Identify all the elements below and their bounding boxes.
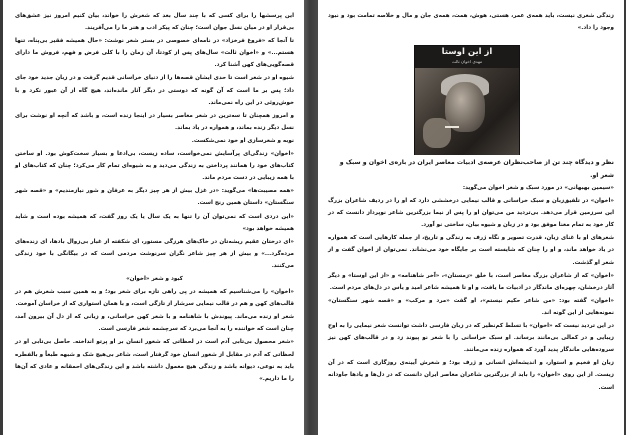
- right-page-body: [328, 157, 614, 395]
- author-portrait: [415, 68, 519, 155]
- left-paragraph: «اخوان» را می‌شناسیم که همیشه در پی راهی تازه برای شعر بود؛ و به همین سبب شعرش هم در قالب‌های کهن و هم در قالب نیمایی سرشار از تازگی است، و با همان استواری که از خراسان آموخت.: [15, 289, 294, 308]
- left-page: [3, 0, 304, 435]
- left-paragraph: «اخوان» زندگی‌ای پرآسایش نمی‌خواست، ساده زیست، بی‌ادعا و بسیار سخت‌کوش بود. او ساختن کتاب‌های خود را همانند پرداختن به زندگی می‌دید و به شیوه‌ای تمام کار می‌کرد؛ چنان که کتاب‌های او با همه زیبایی در دست مردم ماند.: [15, 151, 294, 182]
- left-paragraph: شعر او زنده می‌ماند. پیوندش با شاهنامه و با شعر کهن خراسانی، و زبانی که از دل آن بیرون آمد، چنان است که خواننده را به آنجا می‌برد که سرچشمه شعر فارسی است.: [15, 314, 294, 333]
- right-page-top: [328, 10, 614, 35]
- right-paragraph: زبان او فخیم و استوار، و اندیشه‌اش انسانی و ژرف بود؛ و شعرش آیینه‌ی روزگاری است که در آن زیست. از این روی «اخوان» را باید از بزرگترین شاعران معاصر ایران دانست که در دل‌ها و یادها جاودانه است.: [328, 360, 614, 391]
- left-paragraph: نوبه و شعرسازی او خود نمی‌شکست.: [191, 137, 294, 144]
- book-cover-title: از این اوستا: [441, 47, 493, 57]
- right-paragraph: در این تردید نیست که «اخوان» با تسلط کم‌نظیر که در زبان فارسی داشت توانست شعر نیمایی را به اوج زیبایی و در کمالی بی‌مانند برساند. او سبک خراسانی را با شعر نو پیوند زد و در قالب‌های کهن نیز سروده‌هایی ماندگار پدید آورد که همواره زنده می‌مانند.: [328, 323, 614, 354]
- section-heading: نظر و دیدگاه چند تن از صاحب‌نظران عرصه‌ی ادبیات معاصر ایران در باره‌ی اخوان و سبک و شعر او.: [339, 159, 614, 179]
- right-paragraph: «سیمین بهبهانی» در مورد سبک و شعر اخوان می‌گوید:: [462, 185, 614, 191]
- left-paragraph: «ای درختان عقیم ریشه‌تان در خاک‌های هرزگی مستور، ای شکفته از غبار بی‌زوال بادها، ای زنده‌های مرده‌گرد...» و بیش از هر چیز شاعر نگران سرنوشت مردمی است که در بیگانگی با خود زندگی می‌کنند.: [15, 238, 294, 269]
- right-paragraph: «اخوان» گفته بود: «من شاعر حکیم نیستم»، او گفت «مرد و مرکب» و «قصه شهر سنگستان» نمونه‌هایی از این گونه اند.: [328, 297, 614, 316]
- left-paragraph: «این دردی است که نمی‌توان آن را تنها به یک سال یا یک روز گفت، که همیشه بوده است و شاید همیشه خواهد بود»: [15, 213, 294, 232]
- right-paragraph: «اخوان» در تلفیق‌زبان و سبک خراسانی و قالب نیمایی درخششی دارد که او را در ردیف شاعران بزرگ این سرزمین قرار می‌دهد. بی‌تردید من می‌توان او را پس از نیما بزرگترین شاعر نوپرداز دانست که در کار خود به تمام معنا موفق بود و در زبان و شیوه بیان، ساختی نو آورد.: [328, 198, 614, 229]
- portrait-cigarette: [445, 126, 459, 128]
- right-paragraph: شعرهای او با غنای زبان، قدرت تصویر و نگاه ژرف به زندگی و تاریخ، از جمله کارهایی است که همواره در یاد خواهد ماند، و او را چنان که شایسته است بر جایگاه خود می‌نشاند. نمی‌توان از اخوان گفت و از شعر او گذشت.: [328, 235, 614, 266]
- left-subheading: کبود و شعر «اخوان»: [126, 275, 183, 282]
- right-top-paragraph: زندگی شعری نیست، باید همه‌ی عمر، هستی، هوش، همت، همه‌ی جان و مال و خلاصه تمامت بود و نبود وجود را داد.»: [328, 13, 614, 32]
- book-cover-header: [415, 46, 519, 68]
- page-gutter: [304, 0, 318, 435]
- left-paragraph: «شعر محصول بی‌تابی آدم است در لحظاتی که شعور انسان بر او پرتو انداخته. حاصل بی‌تابی او در لحظاتی که آدم در مقابل از شعور انسان خود گرفتار است، شاعر بی‌هیچ شک و شبهه طبعاً و بالفطره باید به نوعی، دیوانه باشد و زندگی هیچ معمول داشته باشد و این زندگی‌های احمقانه و عادی که آن‌ها را ما داریم.»: [15, 339, 294, 382]
- left-paragraph: تا آنجا که «فروغ فرخزاد» در نامه‌ای خصوصی در بستر شعر نوشت: «حال همیشه فقیر بی‌پناه، تنها هستم...» و «اخوان ثالث» سال‌های پس از کودتا، آن زمان را با کلی فرض و فهم، فروش ما دارای قصه‌گویی‌های کهن آشنا کرد.: [15, 38, 294, 69]
- right-page: [318, 0, 624, 435]
- left-paragraph: این پرسشها را برای کسی که با چند سال بعد که شعرش را خواند، بیان کنیم امروز نیز عشق‌های بی‌قرار او در میان نسل جوان است؛ چنان که پیکر ادب و هنر ما را می‌آفریند.: [15, 13, 294, 32]
- left-paragraph: و امروز همچنان تا سه‌ترین در شعر معاصر بسیار در اینجا زنده است، و باشد که آنچه او نوشت برای نسل دیگر زنده بماند، و همواره در یاد بماند.: [15, 112, 294, 131]
- portrait-face: [445, 82, 485, 132]
- left-page-content: [15, 10, 294, 386]
- left-paragraph: شیوه او در شعر است تا حدی ایشان قصه‌ها را از دنیای خراسانی قدیم گرفت و در زبان جدید خود جای داد؛ پس بر ما است که آن گونه که دوستی در دیگر آثار مانده‌اند، هیچ گاه از آن عبور نکرد و با خوش‌روئی در این راه نمی‌ماند.: [15, 75, 294, 106]
- book-cover-subtitle: مهدی اخوان ثالث: [451, 59, 483, 64]
- left-paragraph: «همه مصیبت‌ها» می‌گوید: «در غزل بیش از هر چیز دیگر به عرفان و شور نیازمندیم» و «قصه شهر سنگستان» داستان همین رنج است.: [15, 188, 294, 207]
- book-cover-image: [414, 45, 520, 155]
- right-paragraph: «اخوان» که از شاعران بزرگ معاصر است، با خلق «زمستان»، «آخر شاهنامه» و «از این اوستا» و دیگر آثار درخشان، چهره‌ای ماندگار در ادبیات ما یافت، و او تا همیشه شاعر امید و یأس در دل‌های مردم است.: [328, 272, 614, 291]
- portrait-hand: [423, 118, 451, 148]
